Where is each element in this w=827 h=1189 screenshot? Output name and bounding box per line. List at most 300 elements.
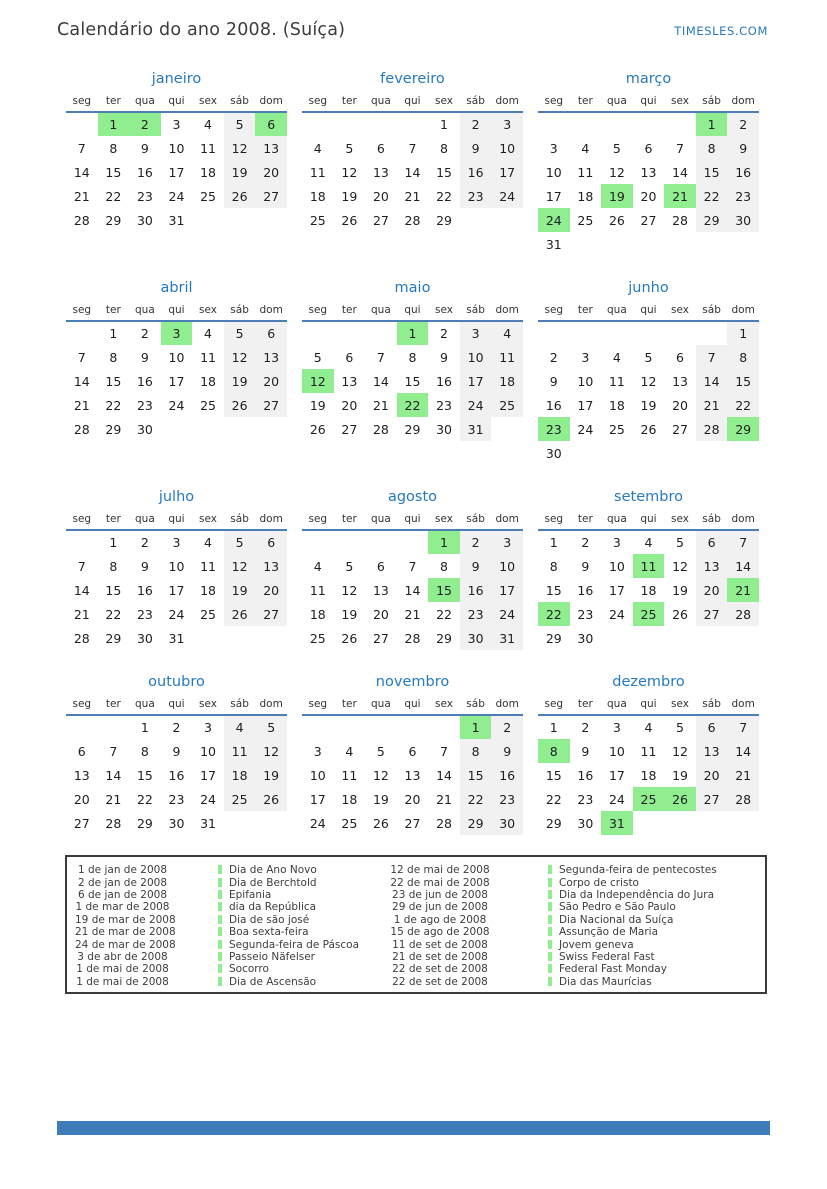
day-cell: 14 xyxy=(436,767,452,783)
month-block xyxy=(302,276,523,441)
legend-date: 1 de ago de 2008 xyxy=(393,913,487,926)
day-cell: 8 xyxy=(696,136,728,160)
day-cell: 4 xyxy=(644,720,653,735)
day-cell: 9 xyxy=(581,743,590,759)
day-cell: 10 xyxy=(491,554,523,578)
empty-day-cell xyxy=(664,626,696,650)
day-cell: 9 xyxy=(460,136,492,160)
empty-day-cell xyxy=(570,232,602,256)
day-cell: 23 xyxy=(491,787,523,811)
legend-date: 22 de set de 2008 xyxy=(392,963,488,976)
empty-day-cell xyxy=(397,530,429,554)
empty-day-cell xyxy=(727,232,759,256)
holiday-tick-icon xyxy=(218,952,222,961)
day-cell: 26 xyxy=(309,421,326,437)
day-cell: 30 xyxy=(136,421,153,437)
day-cell: 31 xyxy=(168,212,185,228)
day-cell: 13 xyxy=(404,767,421,783)
day-cell: 23 xyxy=(136,397,153,413)
day-cell: 24 xyxy=(168,606,185,622)
weekday-header: seg xyxy=(72,304,92,316)
day-cell: 21 xyxy=(73,606,90,622)
legend-date: 21 de set de 2008 xyxy=(392,950,488,963)
day-cell: 12 xyxy=(224,554,256,578)
day-cell: 9 xyxy=(581,558,590,574)
day-cell: 21 xyxy=(727,763,759,787)
holiday-day-cell: 11 xyxy=(633,554,665,578)
holiday-day-cell: 1 xyxy=(696,112,728,136)
weekday-header: seg xyxy=(308,513,328,525)
day-cell: 12 xyxy=(372,767,389,783)
weekday-header: qua xyxy=(607,698,627,710)
day-cell: 2 xyxy=(140,535,149,550)
day-cell: 11 xyxy=(200,558,216,574)
day-cell: 28 xyxy=(73,212,90,228)
day-cell: 5 xyxy=(224,530,256,554)
day-cell: 22 xyxy=(727,393,759,417)
day-cell: 20 xyxy=(372,188,389,204)
legend-date: 15 de ago de 2008 xyxy=(390,926,490,939)
empty-day-cell xyxy=(334,321,366,345)
day-cell: 16 xyxy=(545,397,562,413)
day-cell: 19 xyxy=(224,160,256,184)
day-cell: 27 xyxy=(255,393,287,417)
day-cell: 2 xyxy=(440,326,448,341)
legend-date: 1 de mar de 2008 xyxy=(75,901,170,914)
holiday-day-cell: 6 xyxy=(255,112,287,136)
holiday-tick-icon xyxy=(218,927,222,936)
day-cell: 4 xyxy=(204,326,212,341)
day-cell: 27 xyxy=(672,421,688,437)
day-cell: 27 xyxy=(696,787,728,811)
holiday-tick-icon xyxy=(218,915,222,924)
month-block xyxy=(538,485,759,650)
day-cell: 15 xyxy=(105,164,122,180)
weekday-header: ter xyxy=(341,304,357,316)
weekday-header: ter xyxy=(577,95,593,107)
day-cell: 29 xyxy=(545,815,562,831)
day-cell: 29 xyxy=(105,212,122,228)
day-cell: 15 xyxy=(696,160,728,184)
day-cell: 16 xyxy=(727,160,759,184)
holiday-tick-icon xyxy=(218,890,222,899)
day-cell: 4 xyxy=(204,535,212,550)
day-cell: 20 xyxy=(255,160,287,184)
month-name: janeiro xyxy=(151,71,202,87)
day-cell: 28 xyxy=(727,602,759,626)
day-cell: 12 xyxy=(608,164,625,180)
day-cell: 17 xyxy=(168,164,185,180)
day-cell: 1 xyxy=(727,321,759,345)
month-name: abril xyxy=(160,280,193,296)
day-cell: 30 xyxy=(460,626,492,650)
weekday-header: seg xyxy=(544,304,564,316)
month-block xyxy=(66,485,287,650)
weekday-header: sáb xyxy=(702,95,721,107)
day-cell: 27 xyxy=(372,212,389,228)
weekday-header: dom xyxy=(731,304,755,316)
day-cell: 3 xyxy=(313,743,322,759)
day-cell: 5 xyxy=(676,720,684,735)
empty-day-cell xyxy=(601,441,633,465)
weekday-header: seg xyxy=(308,304,328,316)
legend-date: 22 de mai de 2008 xyxy=(390,876,490,889)
day-cell: 29 xyxy=(105,630,122,646)
weekday-header: qua xyxy=(371,513,391,525)
weekday-header: sex xyxy=(199,513,218,525)
day-cell: 6 xyxy=(255,321,287,345)
day-cell: 3 xyxy=(491,112,523,136)
weekday-header: dom xyxy=(259,698,283,710)
day-cell: 11 xyxy=(577,164,594,180)
day-cell: 28 xyxy=(436,815,452,831)
day-cell: 25 xyxy=(309,212,326,228)
day-cell: 18 xyxy=(341,791,358,807)
day-cell: 16 xyxy=(491,763,523,787)
weekday-header: ter xyxy=(341,513,357,525)
day-cell: 18 xyxy=(200,164,216,180)
empty-day-cell xyxy=(570,441,602,465)
month-block xyxy=(66,670,287,835)
month-name: novembro xyxy=(375,674,450,690)
day-cell: 31 xyxy=(168,630,185,646)
brand-link[interactable]: TIMESLES.COM xyxy=(674,24,768,38)
day-cell: 11 xyxy=(309,164,326,180)
day-cell: 3 xyxy=(612,720,621,735)
day-cell: 5 xyxy=(376,743,385,759)
day-cell: 21 xyxy=(404,188,421,204)
day-cell: 29 xyxy=(404,421,421,437)
day-cell: 15 xyxy=(404,373,421,389)
day-cell: 18 xyxy=(640,582,657,598)
day-cell: 3 xyxy=(491,530,523,554)
weekday-header: ter xyxy=(577,304,593,316)
day-cell: 26 xyxy=(255,787,287,811)
holiday-day-cell: 1 xyxy=(460,715,492,739)
empty-day-cell xyxy=(365,321,397,345)
empty-day-cell xyxy=(66,321,98,345)
empty-day-cell xyxy=(224,208,256,232)
day-cell: 3 xyxy=(204,720,212,735)
day-cell: 13 xyxy=(696,739,728,763)
day-cell: 11 xyxy=(200,140,216,156)
day-cell: 16 xyxy=(577,582,594,598)
weekday-header: qua xyxy=(371,698,391,710)
month-block xyxy=(66,67,287,232)
day-cell: 31 xyxy=(545,236,562,252)
empty-day-cell xyxy=(255,417,287,441)
holiday-tick-icon xyxy=(548,964,552,973)
day-cell: 5 xyxy=(612,140,621,156)
day-cell: 15 xyxy=(545,582,562,598)
empty-day-cell xyxy=(664,441,696,465)
day-cell: 8 xyxy=(440,558,448,574)
day-cell: 18 xyxy=(491,369,523,393)
day-cell: 25 xyxy=(309,630,326,646)
empty-day-cell xyxy=(302,321,334,345)
day-cell: 17 xyxy=(608,582,625,598)
day-cell: 13 xyxy=(640,164,657,180)
holiday-day-cell: 1 xyxy=(428,530,460,554)
day-cell: 17 xyxy=(200,767,216,783)
day-cell: 27 xyxy=(255,602,287,626)
day-cell: 10 xyxy=(608,558,625,574)
day-cell: 7 xyxy=(77,140,86,156)
day-cell: 31 xyxy=(491,626,523,650)
weekday-header: qui xyxy=(404,95,421,107)
empty-day-cell xyxy=(601,321,633,345)
day-cell: 27 xyxy=(255,184,287,208)
empty-day-cell xyxy=(696,232,728,256)
day-cell: 24 xyxy=(608,606,625,622)
day-cell: 29 xyxy=(105,421,122,437)
day-cell: 16 xyxy=(136,582,153,598)
day-cell: 11 xyxy=(224,739,256,763)
day-cell: 14 xyxy=(696,369,728,393)
day-cell: 21 xyxy=(73,188,90,204)
empty-day-cell xyxy=(633,321,665,345)
weekday-header: qui xyxy=(168,698,185,710)
empty-day-cell xyxy=(66,715,98,739)
day-cell: 6 xyxy=(345,349,354,365)
day-cell: 6 xyxy=(376,558,385,574)
holiday-tick-icon xyxy=(218,902,222,911)
empty-day-cell xyxy=(491,208,523,232)
weekday-header: sáb xyxy=(702,698,721,710)
day-cell: 7 xyxy=(440,743,448,759)
legend-holiday: Dia de são josé xyxy=(170,914,345,926)
holiday-day-cell: 15 xyxy=(428,578,460,602)
day-cell: 2 xyxy=(172,720,181,735)
month-name: junho xyxy=(628,280,669,296)
holiday-tick-icon xyxy=(218,940,222,949)
day-cell: 17 xyxy=(460,369,492,393)
day-cell: 28 xyxy=(404,630,421,646)
day-cell: 30 xyxy=(577,630,594,646)
day-cell: 2 xyxy=(460,530,492,554)
day-cell: 12 xyxy=(640,373,657,389)
empty-day-cell xyxy=(224,811,256,835)
day-cell: 18 xyxy=(309,606,326,622)
day-cell: 18 xyxy=(309,188,326,204)
weekday-header: qua xyxy=(607,513,627,525)
day-cell: 17 xyxy=(168,373,185,389)
weekday-header: sex xyxy=(435,513,454,525)
empty-day-cell xyxy=(696,441,728,465)
day-cell: 8 xyxy=(549,558,558,574)
holiday-day-cell: 1 xyxy=(98,112,130,136)
day-cell: 19 xyxy=(672,582,688,598)
day-cell: 11 xyxy=(608,373,625,389)
month-block xyxy=(302,67,523,232)
legend-date: 11 de set de 2008 xyxy=(392,938,488,951)
day-cell: 22 xyxy=(136,791,153,807)
legend-holiday: São Pedro e São Paulo xyxy=(535,901,765,913)
weekday-header: qua xyxy=(135,513,155,525)
weekday-header: dom xyxy=(495,304,519,316)
day-cell: 29 xyxy=(545,630,562,646)
day-cell: 7 xyxy=(376,349,385,365)
day-cell: 28 xyxy=(105,815,122,831)
day-cell: 26 xyxy=(341,212,358,228)
day-cell: 30 xyxy=(436,421,452,437)
day-cell: 14 xyxy=(73,582,90,598)
holiday-day-cell: 24 xyxy=(538,208,570,232)
weekday-header: dom xyxy=(731,698,755,710)
day-cell: 20 xyxy=(341,397,358,413)
day-cell: 25 xyxy=(224,787,256,811)
day-cell: 13 xyxy=(341,373,358,389)
empty-day-cell xyxy=(365,530,397,554)
holiday-day-cell: 25 xyxy=(633,602,665,626)
empty-day-cell xyxy=(601,112,633,136)
month-name: outubro xyxy=(148,674,205,690)
day-cell: 5 xyxy=(345,558,354,574)
legend-date: 6 de jan de 2008 xyxy=(77,888,167,901)
day-cell: 19 xyxy=(341,188,358,204)
day-cell: 22 xyxy=(105,188,122,204)
day-cell: 24 xyxy=(168,397,185,413)
day-cell: 28 xyxy=(672,212,688,228)
empty-day-cell xyxy=(192,208,224,232)
weekday-header: sex xyxy=(199,95,218,107)
day-cell: 10 xyxy=(491,136,523,160)
weekday-header: dom xyxy=(259,304,283,316)
day-cell: 15 xyxy=(436,164,452,180)
day-cell: 23 xyxy=(168,791,185,807)
day-cell: 8 xyxy=(408,349,417,365)
day-cell: 22 xyxy=(696,184,728,208)
weekday-header: sex xyxy=(435,95,454,107)
day-cell: 27 xyxy=(404,815,421,831)
weekday-header: seg xyxy=(308,698,328,710)
weekday-header: qui xyxy=(404,513,421,525)
legend-date: 2 de jan de 2008 xyxy=(77,876,167,889)
day-cell: 23 xyxy=(727,184,759,208)
empty-day-cell xyxy=(664,811,696,835)
weekday-header: dom xyxy=(259,513,283,525)
holiday-day-cell: 25 xyxy=(633,787,665,811)
page-header xyxy=(57,20,768,40)
month-block xyxy=(66,276,287,441)
weekday-header: sáb xyxy=(702,513,721,525)
day-cell: 23 xyxy=(577,606,594,622)
legend-date: 22 de set de 2008 xyxy=(392,975,488,988)
day-cell: 16 xyxy=(460,578,492,602)
holiday-day-cell: 29 xyxy=(727,417,759,441)
weekday-header: sáb xyxy=(230,304,249,316)
holiday-day-cell: 2 xyxy=(129,112,161,136)
holiday-tick-icon xyxy=(218,977,222,986)
day-cell: 12 xyxy=(672,743,688,759)
day-cell: 14 xyxy=(404,164,421,180)
day-cell: 23 xyxy=(460,602,492,626)
empty-day-cell xyxy=(727,626,759,650)
holiday-tick-icon xyxy=(548,865,552,874)
day-cell: 6 xyxy=(696,530,728,554)
weekday-header: ter xyxy=(105,304,121,316)
day-cell: 5 xyxy=(224,321,256,345)
holiday-tick-icon xyxy=(548,890,552,899)
day-cell: 8 xyxy=(460,739,492,763)
weekday-header: qua xyxy=(371,95,391,107)
legend-date: 21 de mar de 2008 xyxy=(75,926,176,939)
day-cell: 2 xyxy=(140,326,149,341)
legend-date: 24 de mar de 2008 xyxy=(75,938,176,951)
day-cell: 14 xyxy=(105,767,122,783)
day-cell: 30 xyxy=(136,212,153,228)
weekday-header: sex xyxy=(199,698,218,710)
day-cell: 10 xyxy=(168,349,185,365)
empty-day-cell xyxy=(302,715,334,739)
day-cell: 3 xyxy=(460,321,492,345)
day-cell: 7 xyxy=(77,558,86,574)
weekday-header: ter xyxy=(341,698,357,710)
empty-day-cell xyxy=(255,208,287,232)
day-cell: 16 xyxy=(577,767,594,783)
day-cell: 24 xyxy=(460,393,492,417)
day-cell: 19 xyxy=(372,791,389,807)
day-cell: 2 xyxy=(460,112,492,136)
day-cell: 10 xyxy=(309,767,326,783)
day-cell: 14 xyxy=(672,164,688,180)
day-cell: 4 xyxy=(612,349,621,365)
holiday-tick-icon xyxy=(548,977,552,986)
day-cell: 11 xyxy=(309,582,326,598)
empty-day-cell xyxy=(192,417,224,441)
legend-date: 1 de mai de 2008 xyxy=(76,963,169,976)
day-cell: 9 xyxy=(549,373,558,389)
day-cell: 15 xyxy=(545,767,562,783)
day-cell: 16 xyxy=(136,373,153,389)
weekday-header: qui xyxy=(168,304,185,316)
weekday-header: ter xyxy=(341,95,357,107)
day-cell: 4 xyxy=(313,140,322,156)
legend-holiday: Dia da Independência do Jura xyxy=(535,889,765,901)
day-cell: 9 xyxy=(140,140,149,156)
day-cell: 27 xyxy=(73,815,90,831)
day-cell: 6 xyxy=(676,349,684,365)
day-cell: 10 xyxy=(168,140,185,156)
day-cell: 13 xyxy=(696,554,728,578)
day-cell: 3 xyxy=(612,535,621,550)
day-cell: 4 xyxy=(313,558,322,574)
day-cell: 29 xyxy=(436,630,452,646)
legend-holiday: Assunção de Maria xyxy=(535,926,765,938)
day-cell: 1 xyxy=(549,535,558,550)
day-cell: 17 xyxy=(545,188,562,204)
day-cell: 14 xyxy=(372,373,389,389)
day-cell: 5 xyxy=(313,349,322,365)
weekday-header: dom xyxy=(495,513,519,525)
day-cell: 21 xyxy=(372,397,389,413)
day-cell: 28 xyxy=(73,630,90,646)
day-cell: 19 xyxy=(341,606,358,622)
holiday-day-cell: 19 xyxy=(601,184,633,208)
holiday-day-cell: 22 xyxy=(397,393,429,417)
weekday-header: qui xyxy=(168,513,185,525)
weekday-header: seg xyxy=(544,95,564,107)
day-cell: 7 xyxy=(77,349,86,365)
weekday-header: ter xyxy=(577,698,593,710)
empty-day-cell xyxy=(664,232,696,256)
empty-day-cell xyxy=(664,321,696,345)
day-cell: 31 xyxy=(200,815,216,831)
empty-day-cell xyxy=(696,811,728,835)
day-cell: 21 xyxy=(436,791,452,807)
month-name: agosto xyxy=(387,489,438,505)
holiday-legend xyxy=(65,855,767,994)
